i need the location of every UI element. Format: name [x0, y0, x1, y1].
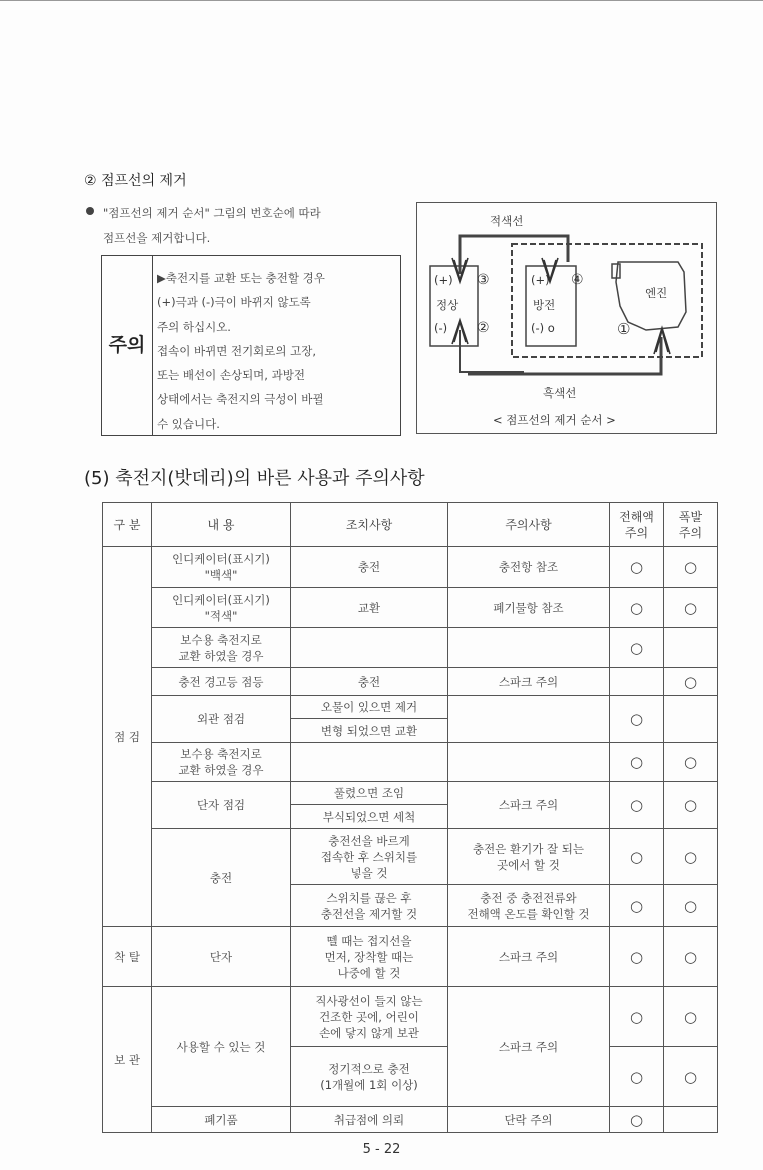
- header-action: 조치사항: [291, 503, 448, 547]
- section-title: ② 점프선의 제거: [84, 173, 187, 189]
- row-action: 정기적으로 충전 (1개월에 1회 이상): [291, 1047, 448, 1107]
- battery-usage-table: [102, 502, 718, 1133]
- minus-terminal-discharged: (-) o: [531, 321, 555, 335]
- row-action: 충전: [291, 547, 448, 588]
- explosion-mark: ○: [664, 743, 718, 782]
- row-action: 교환: [291, 588, 448, 628]
- group-inspection: 점 검: [103, 547, 152, 927]
- row-content: 충전: [152, 829, 291, 927]
- plus-terminal-normal: (+): [434, 273, 453, 287]
- row-content: 단자: [152, 927, 291, 987]
- header-electrolyte: 전해액 주의: [610, 503, 664, 547]
- explosion-mark: ○: [664, 829, 718, 885]
- group-attach: 착 탈: [103, 927, 152, 987]
- table-row: [103, 927, 718, 987]
- header-category: 구 분: [103, 503, 152, 547]
- table-row: [103, 1107, 718, 1133]
- red-wire-path: [460, 236, 568, 274]
- row-action: 취급점에 의뢰: [291, 1107, 448, 1133]
- row-content: 인디케이터(표시기) "적색": [152, 588, 291, 628]
- electrolyte-mark: ○: [610, 885, 664, 927]
- electrolyte-mark: ○: [610, 628, 664, 668]
- row-caution: 스파크 주의: [448, 782, 610, 829]
- row-content: 사용할 수 있는 것: [152, 987, 291, 1107]
- row-caution: 단락 주의: [448, 1107, 610, 1133]
- row-content: 단자 점검: [152, 782, 291, 829]
- row-caution: 스파크 주의: [448, 927, 610, 987]
- black-wire-path: [468, 337, 661, 374]
- table-row: [103, 829, 718, 885]
- explosion-mark: ○: [664, 1047, 718, 1107]
- plus-terminal-discharged: (+): [531, 273, 550, 287]
- header-explosion: 폭발 주의: [664, 503, 718, 547]
- table-row: [103, 696, 718, 719]
- red-wire-label: 적색선: [490, 214, 524, 228]
- table-row: [103, 743, 718, 782]
- table-row: [103, 782, 718, 805]
- electrolyte-mark: ○: [610, 743, 664, 782]
- table-row: [103, 588, 718, 628]
- table-row: [103, 987, 718, 1047]
- top-rule: [0, 0, 763, 1]
- row-caution: 폐기물항 참조: [448, 588, 610, 628]
- row-action: 오물이 있으면 제거: [291, 696, 448, 719]
- normal-battery-label: 정상: [436, 298, 459, 312]
- black-wire-label: 흑색선: [543, 386, 577, 400]
- explosion-mark: ○: [664, 885, 718, 927]
- step-4-icon: ④: [571, 272, 584, 288]
- explosion-mark: ○: [664, 927, 718, 987]
- row-action: 뗄 때는 접지선을 먼저, 장착할 때는 나중에 할 것: [291, 927, 448, 987]
- table-header-row: [103, 503, 718, 547]
- group-storage: 보 관: [103, 987, 152, 1133]
- electrolyte-mark: ○: [610, 696, 664, 743]
- caution-divider: [152, 255, 153, 436]
- page-number: 5 - 22: [362, 1142, 401, 1157]
- row-caution: 충전 중 충전전류와 전해액 온도를 확인할 것: [448, 885, 610, 927]
- explosion-mark: ○: [664, 547, 718, 588]
- table-row: [103, 547, 718, 588]
- row-action: 스위치를 끊은 후 충전선을 제거할 것: [291, 885, 448, 927]
- header-caution: 주의사항: [448, 503, 610, 547]
- row-caution: 스파크 주의: [448, 987, 610, 1107]
- step-2-icon: ②: [477, 320, 490, 336]
- electrolyte-mark: ○: [610, 927, 664, 987]
- explosion-mark: ○: [664, 782, 718, 829]
- caution-body: ▶축전지를 교환 또는 충전할 경우 (+)극과 (-)극이 바뀌지 않도록 주의 하십시오. 접속이 바뀌면 전기회로의 고장, 또는 배선이 손상되며, 과방전 상태에서는 축전지의 극성이 바뀔 수 있습니다.: [157, 271, 325, 431]
- electrolyte-mark: ○: [610, 1047, 664, 1107]
- diagram-caption: < 점프선의 제거 순서 >: [493, 413, 616, 427]
- step-1-icon: ①: [617, 320, 631, 338]
- table-row: [103, 628, 718, 668]
- header-content: 내 용: [152, 503, 291, 547]
- explosion-mark: ○: [664, 588, 718, 628]
- electrolyte-mark: ○: [610, 829, 664, 885]
- electrolyte-mark: ○: [610, 782, 664, 829]
- electrolyte-mark: ○: [610, 547, 664, 588]
- minus-terminal-normal: (-): [434, 321, 448, 335]
- bullet-icon: [86, 207, 94, 215]
- row-action: 충전선을 바르게 접속한 후 스위치를 넣을 것: [291, 829, 448, 885]
- section-heading: (5) 축전지(밧데리)의 바른 사용과 주의사항: [84, 468, 425, 489]
- row-action: 풀렸으면 조임: [291, 782, 448, 805]
- short-wire-path: [460, 330, 524, 372]
- row-caution: 충전은 환기가 잘 되는 곳에서 할 것: [448, 829, 610, 885]
- row-content: 폐기품: [152, 1107, 291, 1133]
- row-content: 인디케이터(표시기) "백색": [152, 547, 291, 588]
- row-caution: 스파크 주의: [448, 668, 610, 696]
- row-content: 보수용 축전지로 교환 하였을 경우: [152, 743, 291, 782]
- electrolyte-mark: ○: [610, 588, 664, 628]
- electrolyte-mark: ○: [610, 987, 664, 1047]
- discharged-battery-label: 방전: [533, 298, 556, 312]
- row-action: 직사광선이 들지 않는 건조한 곳에, 어린이 손에 닿지 않게 보관: [291, 987, 448, 1047]
- intro-text: "점프선의 제거 순서" 그림의 번호순에 따라 점프선을 제거합니다.: [103, 206, 321, 245]
- explosion-mark: ○: [664, 987, 718, 1047]
- row-caution: 충전항 참조: [448, 547, 610, 588]
- explosion-mark: ○: [664, 668, 718, 696]
- row-action: 충전: [291, 668, 448, 696]
- engine-label: 엔진: [645, 286, 668, 300]
- row-action: 변형 되었으면 교환: [291, 719, 448, 743]
- row-content: 충전 경고등 점등: [152, 668, 291, 696]
- caution-label: 주의: [108, 334, 146, 356]
- table-row: [103, 668, 718, 696]
- step-3-icon: ③: [477, 272, 490, 288]
- row-action: 부식되었으면 세척: [291, 805, 448, 829]
- electrolyte-mark: ○: [610, 1107, 664, 1133]
- row-content: 외관 점검: [152, 696, 291, 743]
- row-content: 보수용 축전지로 교환 하였을 경우: [152, 628, 291, 668]
